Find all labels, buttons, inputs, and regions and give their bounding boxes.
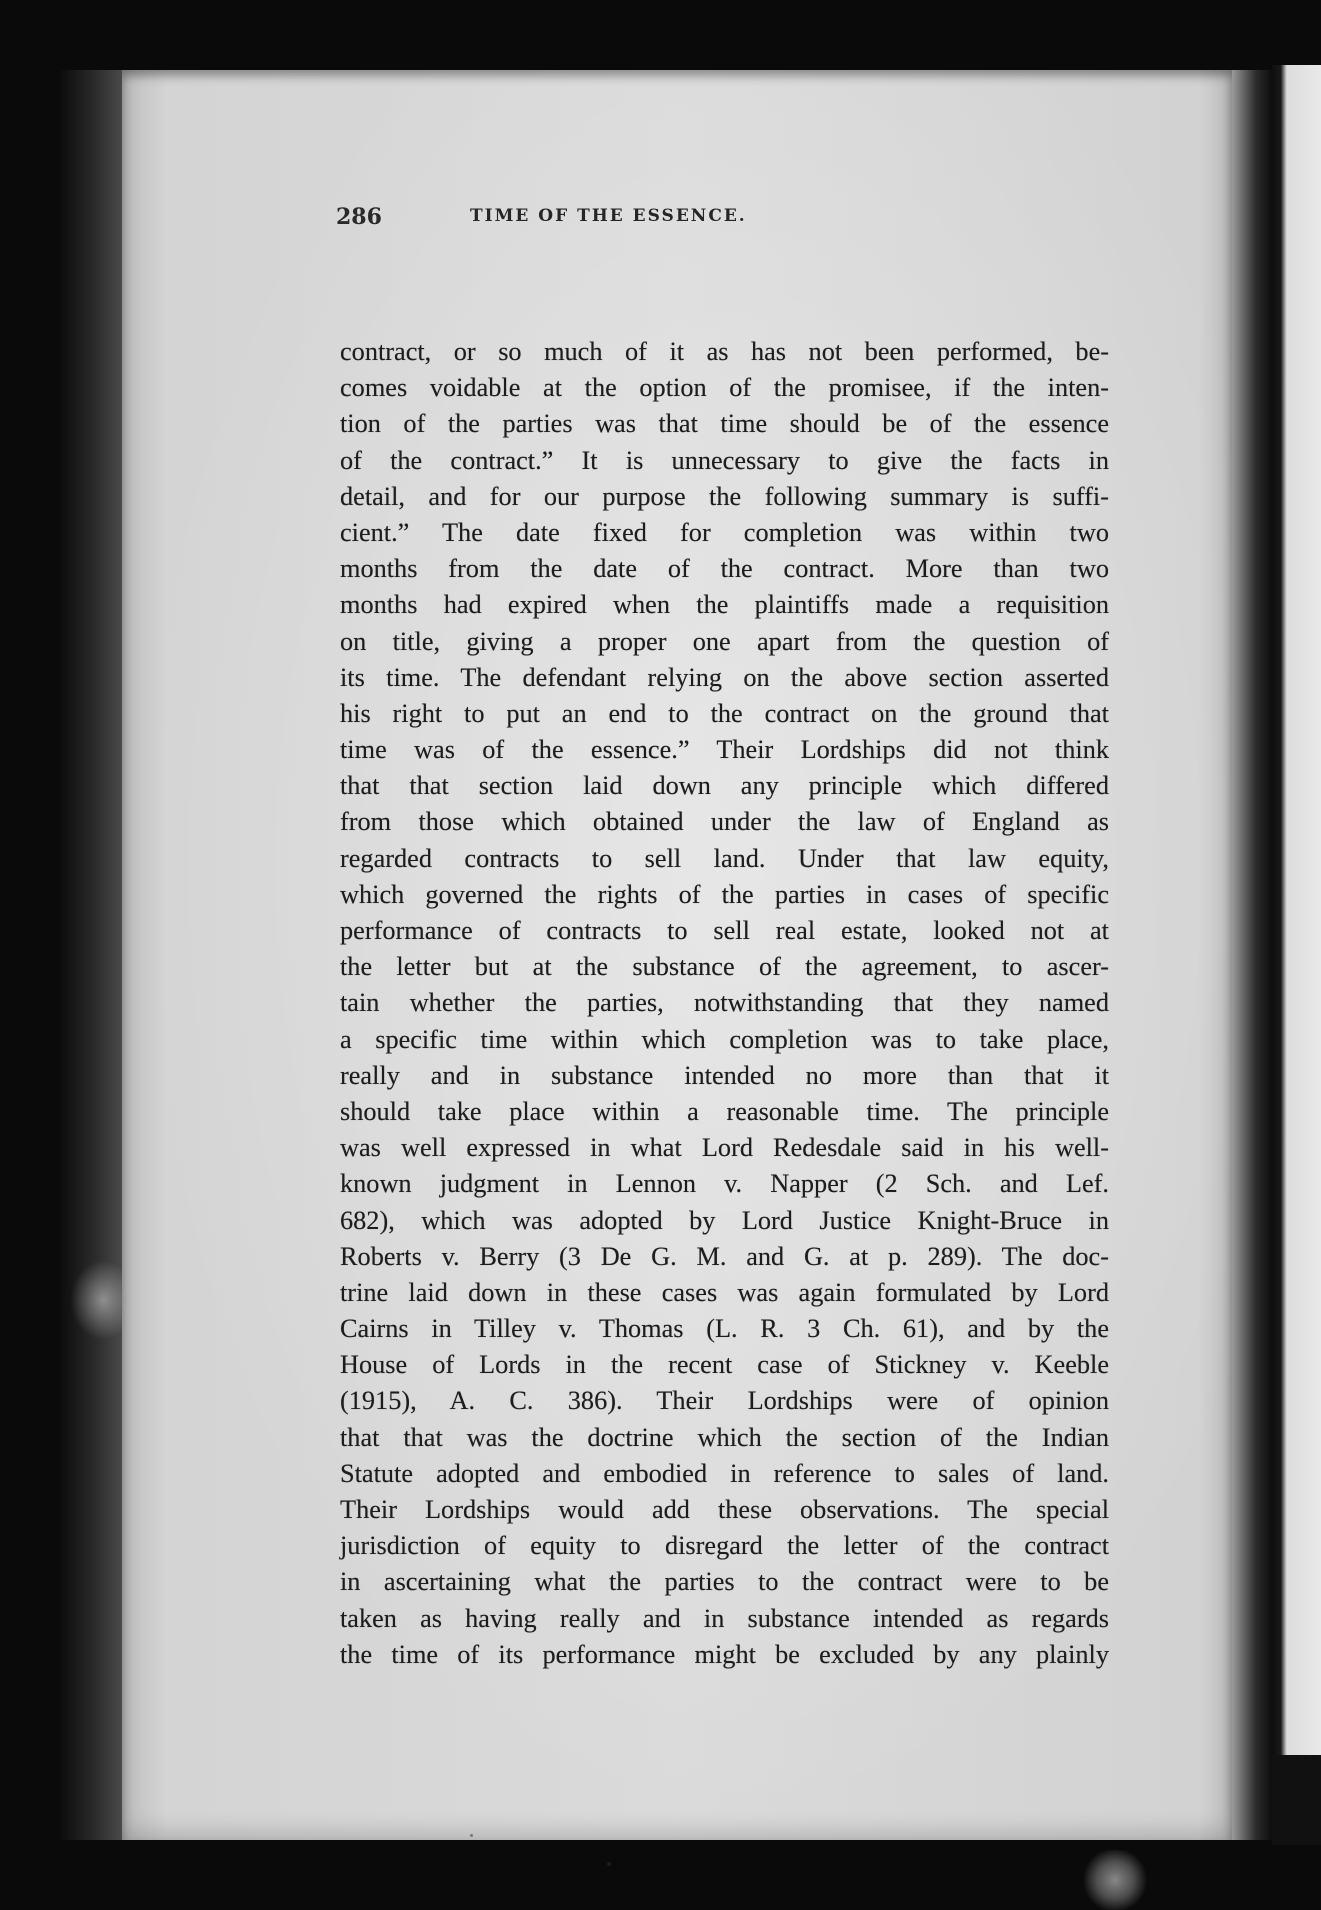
text-line: 682), which was adopted by Lord Justice Knight-Bruce in [340, 1205, 1109, 1235]
text-line: Their Lordships would add these observations. The special [340, 1495, 1109, 1524]
text-line: comes voidable at the option of the promisee, if the inten- [340, 373, 1109, 403]
text-line: of the contract.” It is unnecessary to give the facts in [340, 445, 1109, 475]
text-line: regarded contracts to sell land. Under that law equity, [340, 843, 1109, 873]
text-line: tion of the parties was that time should be of the essence [340, 409, 1109, 439]
text-line: his right to put an end to the contract on the ground that [340, 698, 1109, 728]
text-line: should take place within a reasonable time. The principle [340, 1096, 1109, 1126]
text-line: tain whether the parties, notwithstanding that they named [340, 988, 1109, 1018]
text-line: jurisdiction of equity to disregard the letter of the contract [340, 1531, 1109, 1561]
scan-noise [1080, 1850, 1150, 1910]
text-line: from those which obtained under the law of England as [340, 807, 1109, 837]
next-page-edge [1272, 65, 1321, 1845]
text-line: was well expressed in what Lord Redesdale said in his well- [340, 1133, 1109, 1163]
dust-speck [470, 1834, 473, 1837]
text-line: trine laid down in these cases was again formulated by Lord [340, 1277, 1109, 1307]
text-line: that that was the doctrine which the section of the Indian [340, 1422, 1109, 1452]
text-line: House of Lords in the recent case of Stickney v. Keeble [340, 1350, 1109, 1380]
text-line: Roberts v. Berry (3 De G. M. and G. at p. 289). The doc- [340, 1241, 1109, 1271]
text-line: performance of contracts to sell real estate, looked not at [340, 916, 1109, 945]
text-line: taken as having really and in substance intended as regards [340, 1603, 1109, 1633]
running-head [122, 204, 1232, 244]
text-line: Statute adopted and embodied in reference to sales of land. [340, 1458, 1109, 1488]
running-title: TIME OF THE ESSENCE. [470, 206, 747, 226]
text-line: really and in substance intended no more than that it [340, 1060, 1109, 1090]
dust-speck [607, 1862, 611, 1866]
text-line: a specific time within which completion was to take place, [340, 1024, 1109, 1054]
body-text [340, 334, 1109, 1673]
page-number: 286 [336, 204, 382, 230]
text-line: its time. The defendant relying on the above section asserted [340, 662, 1109, 692]
text-line: the time of its performance might be excluded by any plainly [340, 1639, 1109, 1669]
text-line: known judgment in Lennon v. Napper (2 Sch. and Lef. [340, 1169, 1109, 1199]
text-line: (1915), A. C. 386). Their Lordships were of opinion [340, 1386, 1109, 1416]
text-line: Cairns in Tilley v. Thomas (L. R. 3 Ch. 61), and by the [340, 1314, 1109, 1344]
text-line: cient.” The date fixed for completion was within two [340, 517, 1109, 547]
page-right-edge-shadow [1232, 70, 1272, 1840]
text-line: months from the date of the contract. More than two [340, 554, 1109, 584]
text-line: which governed the rights of the parties in cases of specific [340, 879, 1109, 909]
text-line: that that section laid down any principle which differed [340, 771, 1109, 801]
text-line: months had expired when the plaintiffs made a requisition [340, 590, 1109, 620]
book-gutter-shadow [60, 70, 122, 1840]
text-line: in ascertaining what the parties to the contract were to be [340, 1567, 1109, 1597]
text-line: detail, and for our purpose the following summary is suffi- [340, 481, 1109, 511]
text-line: time was of the essence.” Their Lordships did not think [340, 735, 1109, 765]
text-line: contract, or so much of it as has not been performed, be- [340, 337, 1109, 366]
page-edge-blemish [70, 1260, 125, 1340]
text-line: on title, giving a proper one apart from the question of [340, 626, 1109, 656]
text-line: the letter but at the substance of the agreement, to ascer- [340, 952, 1109, 982]
